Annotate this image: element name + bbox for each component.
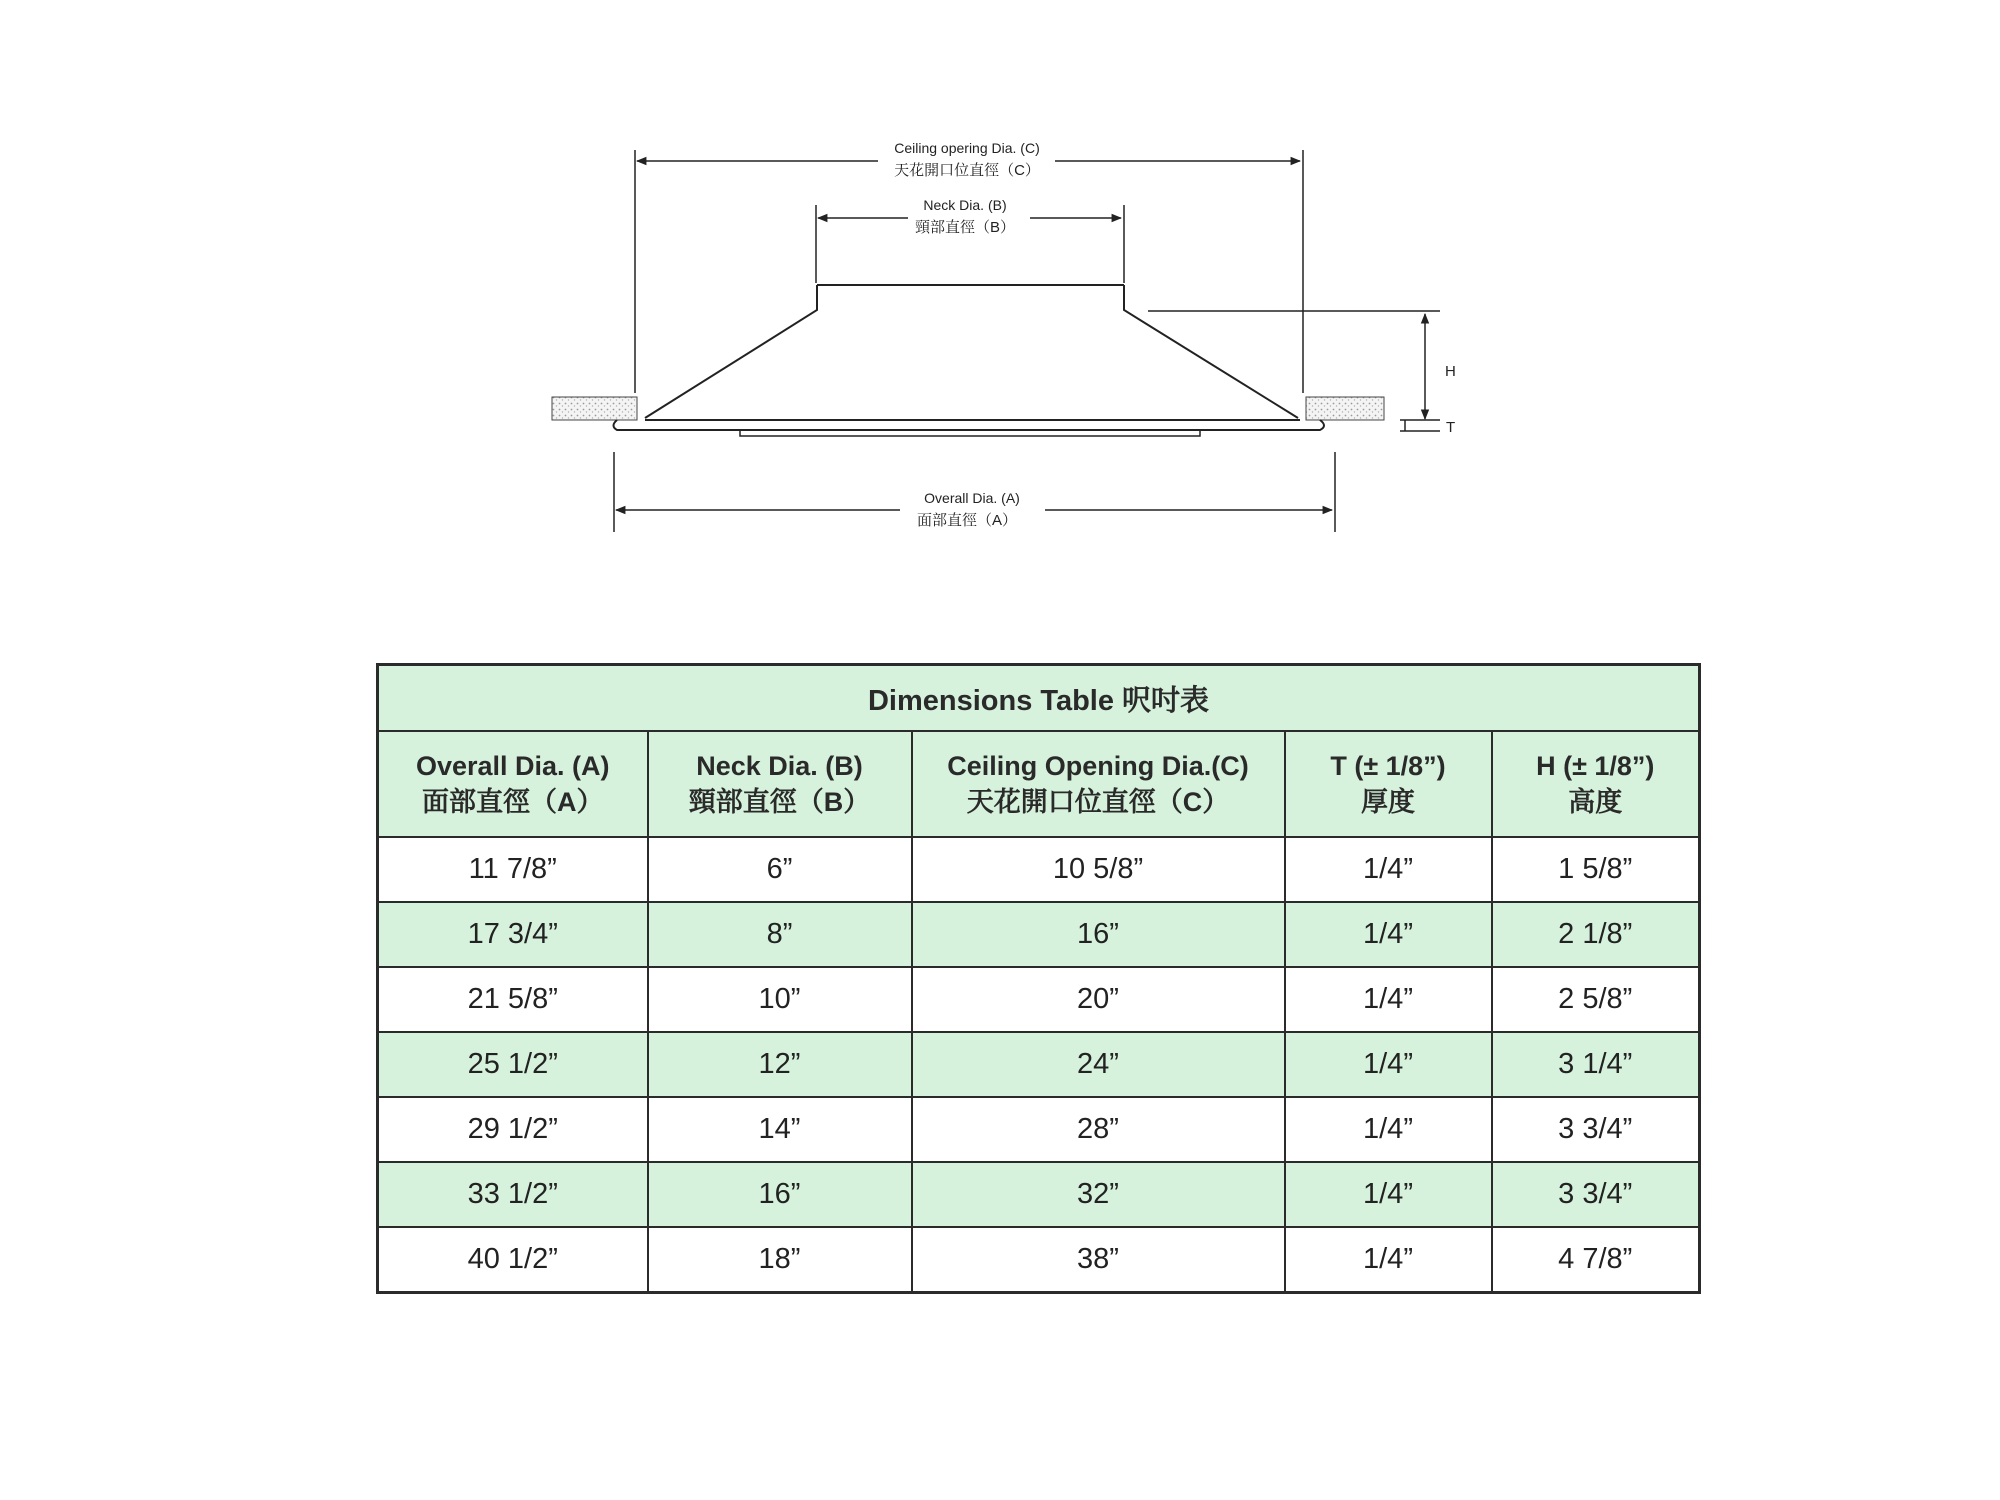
cell-thickness: 1/4” xyxy=(1285,1097,1492,1162)
ceiling-right xyxy=(1306,397,1384,420)
overall-label-en: Overall Dia. (A) xyxy=(924,490,1020,506)
cell-thickness: 1/4” xyxy=(1285,967,1492,1032)
cell-overall-dia: 29 1/2” xyxy=(378,1097,648,1162)
cell-thickness: 1/4” xyxy=(1285,1162,1492,1227)
header-height: H (± 1/8”) 高度 xyxy=(1492,731,1700,837)
cell-overall-dia: 40 1/2” xyxy=(378,1227,648,1293)
cell-overall-dia: 21 5/8” xyxy=(378,967,648,1032)
table-row xyxy=(378,1227,1700,1293)
cell-ceiling-opening-dia: 10 5/8” xyxy=(912,837,1285,902)
overall-dimension xyxy=(614,452,1335,532)
ceiling-opening-label-en: Ceiling opering Dia. (C) xyxy=(894,140,1040,156)
cell-height: 3 1/4” xyxy=(1492,1032,1700,1097)
ceiling-opening-label-zh: 天花開口位直徑（C） xyxy=(894,162,1040,179)
cell-neck-dia: 12” xyxy=(648,1032,912,1097)
dimensions-table xyxy=(376,663,1701,1294)
cell-height: 3 3/4” xyxy=(1492,1162,1700,1227)
table-row xyxy=(378,1162,1700,1227)
cell-ceiling-opening-dia: 32” xyxy=(912,1162,1285,1227)
table-row xyxy=(378,902,1700,967)
ceiling-left xyxy=(552,397,637,420)
header-ceiling-opening-dia: Ceiling Opening Dia.(C) 天花開口位直徑（C） xyxy=(912,731,1285,837)
cell-neck-dia: 18” xyxy=(648,1227,912,1293)
cell-overall-dia: 11 7/8” xyxy=(378,837,648,902)
cell-neck-dia: 10” xyxy=(648,967,912,1032)
height-dimension xyxy=(1148,311,1456,436)
diffuser-drawing xyxy=(0,0,2000,560)
cell-neck-dia: 6” xyxy=(648,837,912,902)
cell-height: 2 1/8” xyxy=(1492,902,1700,967)
table-row xyxy=(378,837,1700,902)
ceiling-opening-dimension xyxy=(635,140,1303,393)
t-label: T xyxy=(1446,419,1456,436)
cell-height: 2 5/8” xyxy=(1492,967,1700,1032)
cell-overall-dia: 25 1/2” xyxy=(378,1032,648,1097)
cell-height: 3 3/4” xyxy=(1492,1097,1700,1162)
table-row xyxy=(378,1032,1700,1097)
cell-neck-dia: 16” xyxy=(648,1162,912,1227)
neck-label-zh: 頸部直徑（B） xyxy=(914,219,1016,236)
header-overall-dia: Overall Dia. (A) 面部直徑（A） xyxy=(378,731,648,837)
cell-thickness: 1/4” xyxy=(1285,902,1492,967)
cell-thickness: 1/4” xyxy=(1285,1032,1492,1097)
cell-height: 1 5/8” xyxy=(1492,837,1700,902)
cell-neck-dia: 8” xyxy=(648,902,912,967)
cell-ceiling-opening-dia: 24” xyxy=(912,1032,1285,1097)
cell-overall-dia: 33 1/2” xyxy=(378,1162,648,1227)
cell-height: 4 7/8” xyxy=(1492,1227,1700,1293)
header-thickness: T (± 1/8”) 厚度 xyxy=(1285,731,1492,837)
cell-ceiling-opening-dia: 28” xyxy=(912,1097,1285,1162)
neck-dimension xyxy=(816,197,1124,283)
diffuser-body xyxy=(614,285,1325,436)
h-label: H xyxy=(1445,363,1456,380)
overall-label-zh: 面部直徑（A） xyxy=(916,512,1018,529)
header-neck-dia: Neck Dia. (B) 頸部直徑（B） xyxy=(648,731,912,837)
cell-thickness: 1/4” xyxy=(1285,1227,1492,1293)
cell-ceiling-opening-dia: 38” xyxy=(912,1227,1285,1293)
cell-ceiling-opening-dia: 20” xyxy=(912,967,1285,1032)
cell-ceiling-opening-dia: 16” xyxy=(912,902,1285,967)
cell-overall-dia: 17 3/4” xyxy=(378,902,648,967)
table-title: Dimensions Table 呎吋表 xyxy=(378,665,1700,732)
cell-thickness: 1/4” xyxy=(1285,837,1492,902)
table-row xyxy=(378,967,1700,1032)
table-row xyxy=(378,1097,1700,1162)
cell-neck-dia: 14” xyxy=(648,1097,912,1162)
neck-label-en: Neck Dia. (B) xyxy=(923,197,1007,213)
